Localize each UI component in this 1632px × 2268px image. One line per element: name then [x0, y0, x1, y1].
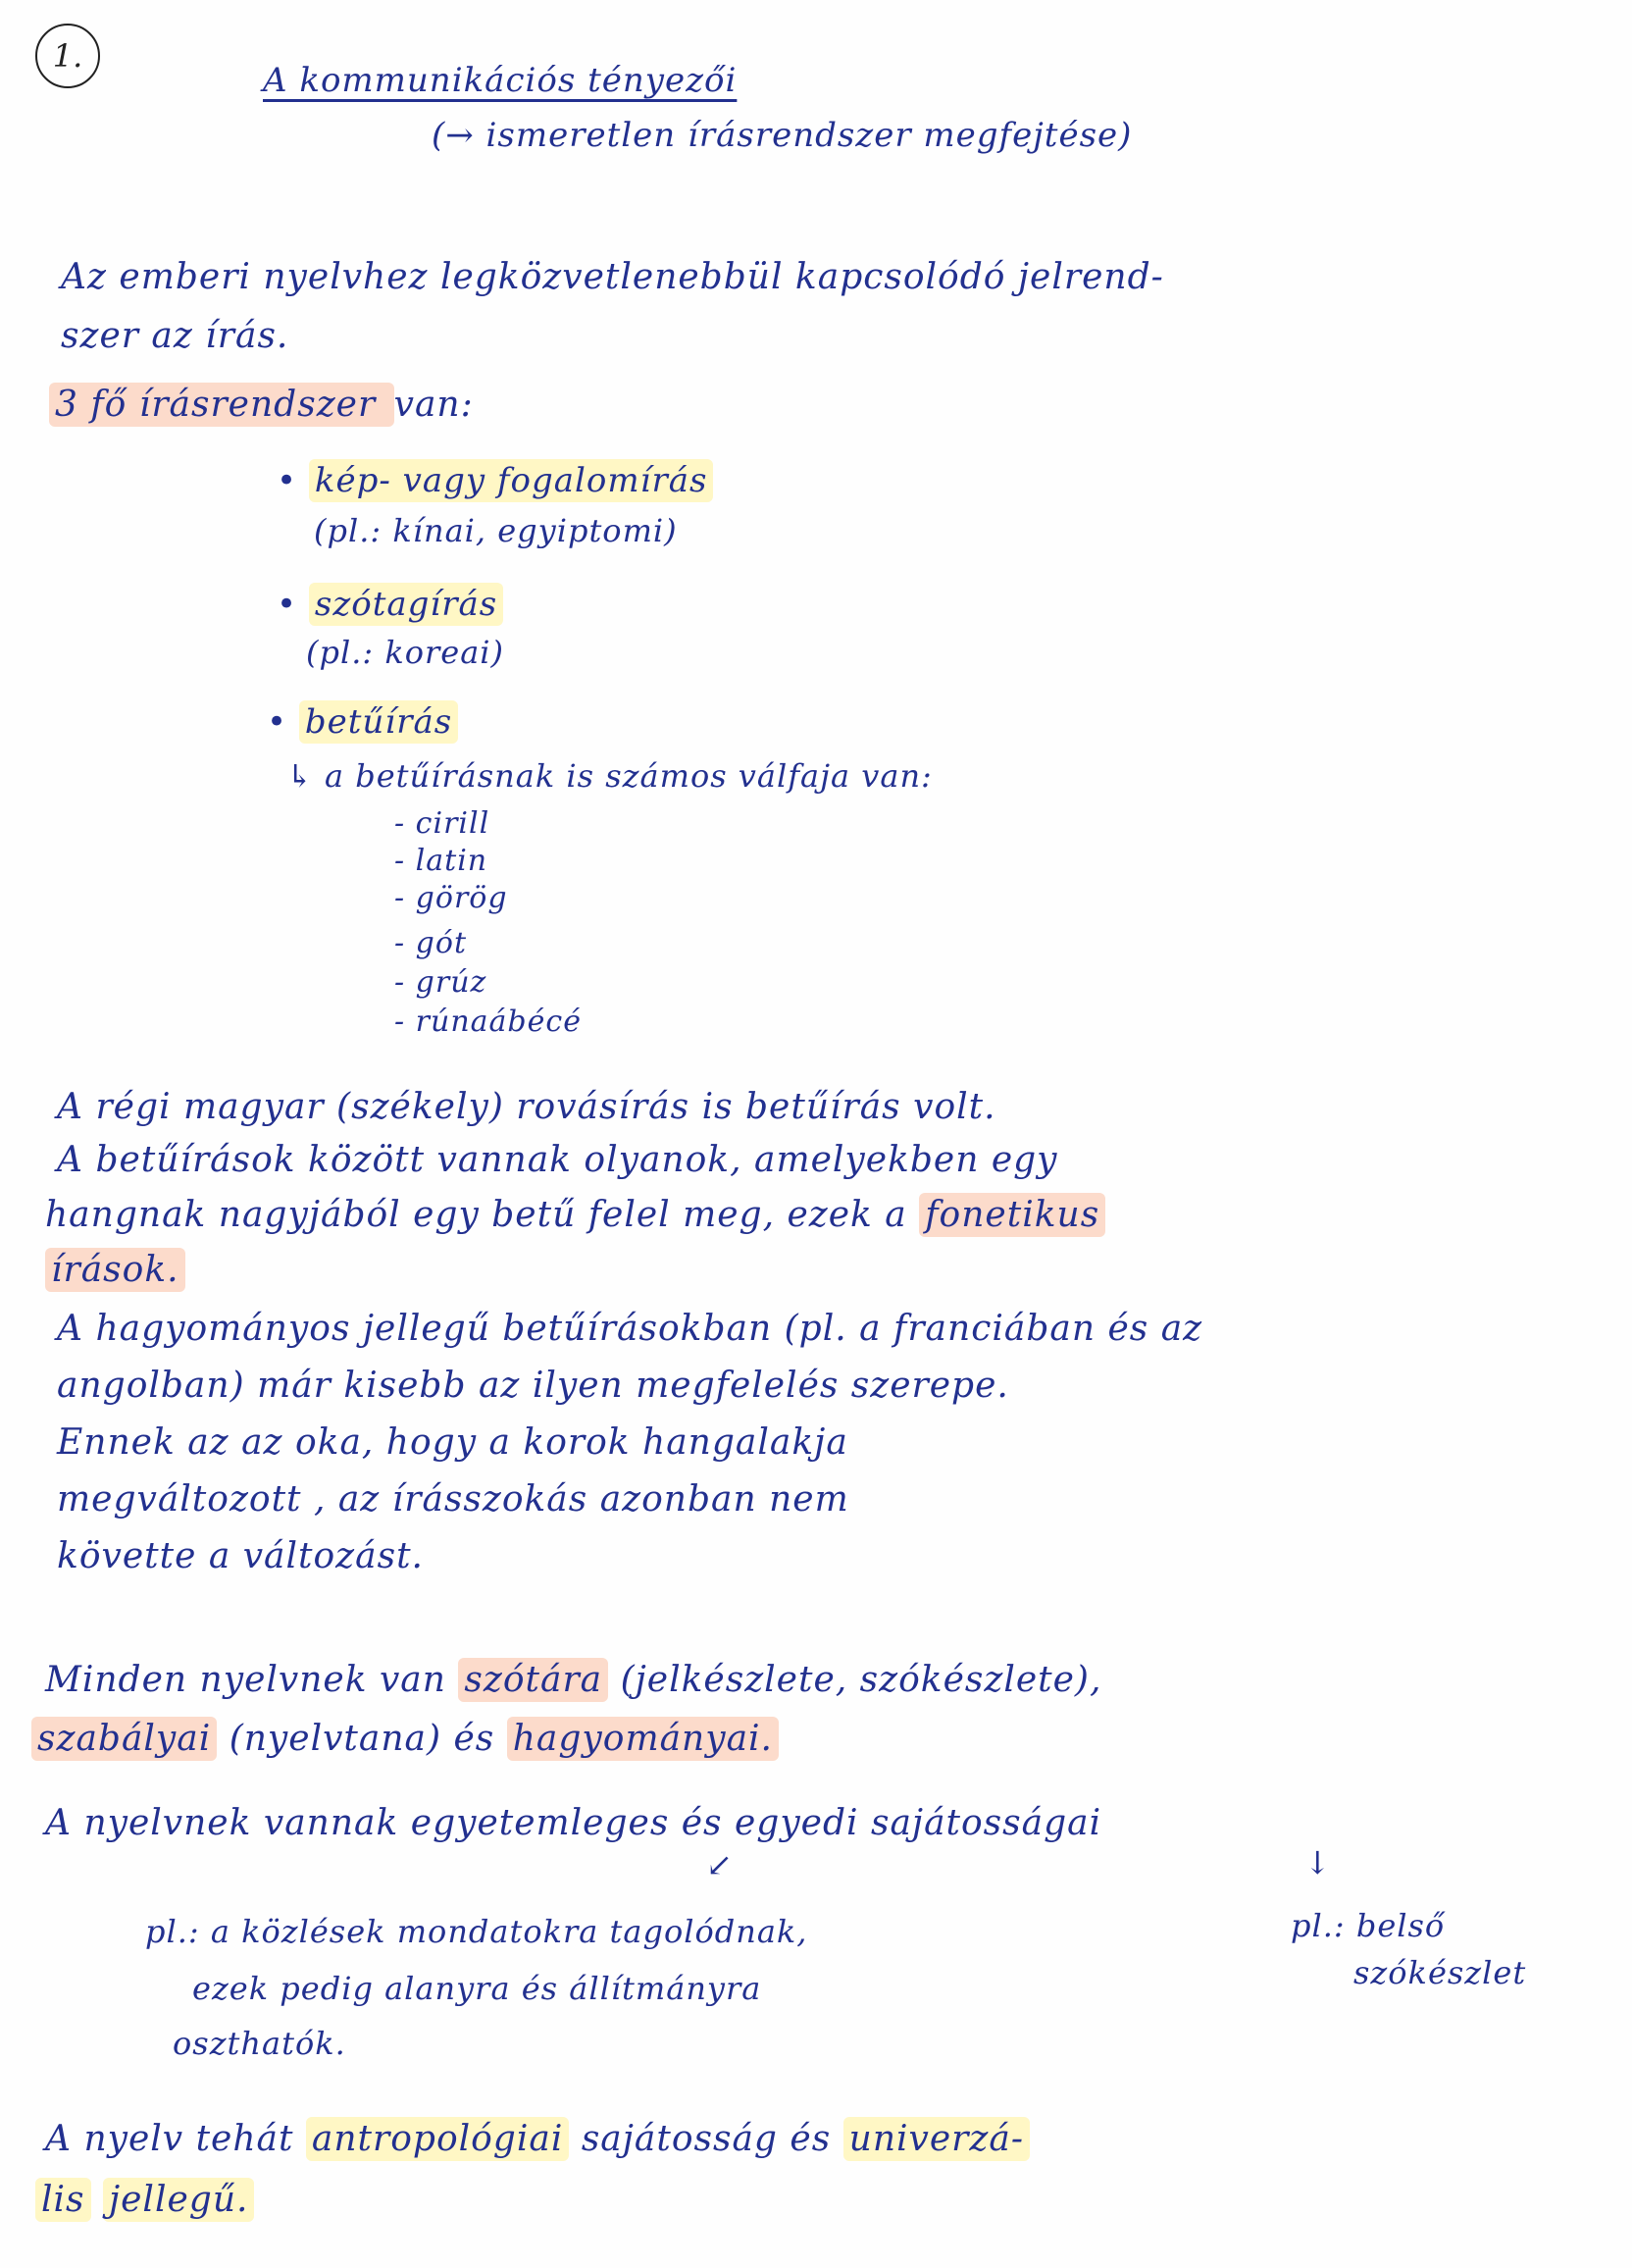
tradition-line-2: angolban) már kisebb az ilyen megfelelés szerepe. — [57, 1366, 1009, 1406]
languages-vocab-note: (jelkészlete, szókészlete), — [620, 1660, 1102, 1700]
tradition-line-5: követte a változást. — [57, 1536, 424, 1576]
page-subtitle: (→ ismeretlen írásrendszer megfejtése) — [432, 116, 1133, 155]
phonetic-keyword: fonetikus — [919, 1193, 1105, 1237]
languages-traditions: hagyományai. — [507, 1717, 779, 1761]
phonetic-line-4-text: írások. — [45, 1248, 185, 1292]
phonetic-line-3-text: hangnak nagyjából egy betű felel meg, ezek a — [45, 1195, 907, 1235]
systems-intro — [49, 385, 474, 425]
system-item-3: • betűírás — [267, 702, 458, 742]
phonetic-line-3 — [45, 1195, 1105, 1235]
features-arrow-left: ↙ — [706, 1846, 734, 1883]
intro-line-1: Az emberi nyelvhez legközvetlenebbül kapcsolódó jelrend- — [61, 257, 1164, 297]
system-item-1: • kép- vagy fogalomírás — [277, 461, 713, 500]
system-name-2: szótagírás — [309, 583, 503, 626]
features-line: A nyelvnek vannak egyetemleges és egyedi sajátosságai — [45, 1803, 1102, 1843]
features-example-left-2: ezek pedig alanyra és állítmányra — [192, 1970, 762, 2007]
conclusion-line-1 — [45, 2119, 1030, 2159]
conclusion-line2-prefix: lis — [35, 2178, 91, 2222]
alphabet-item-6: - rúnaábécé — [394, 1005, 582, 1039]
features-example-right-1: pl.: belső — [1291, 1907, 1446, 1944]
system-item-2: • szótagírás — [277, 585, 503, 624]
conclusion-anthro: antropológiai — [306, 2117, 569, 2161]
systems-count-highlight — [49, 383, 394, 427]
tradition-line-3: Ennek az az oka, hogy a korok hangalakja — [57, 1422, 848, 1463]
features-example-right-2: szókészlet — [1353, 1954, 1527, 1991]
languages-vocab: szótára — [458, 1658, 608, 1702]
features-example-left-1: pl.: a közlések mondatokra tagolódnak, — [145, 1913, 808, 1950]
intro-line-2: szer az írás. — [61, 316, 289, 356]
alphabet-item-3: - görög — [394, 881, 508, 915]
features-example-left-3: oszthatók. — [173, 2025, 346, 2062]
systems-count: 3 fő — [55, 385, 128, 425]
languages-rules: szabályai — [31, 1717, 217, 1761]
languages-lead: Minden nyelvnek van — [45, 1660, 446, 1700]
page-title: A kommunikációs tényezői — [263, 61, 738, 100]
alphabet-item-2: - latin — [394, 844, 488, 878]
conclusion-mid: sajátosság és — [581, 2119, 832, 2159]
languages-rules-note: (nyelvtana) és — [229, 1719, 495, 1759]
conclusion-lead: A nyelv tehát — [45, 2119, 294, 2159]
alphabet-item-5: - grúz — [394, 965, 487, 1000]
alphabet-note: ↳ a betűírásnak is számos válfaja van: — [286, 757, 933, 795]
systems-tail: van: — [393, 385, 474, 425]
system-example-2: (pl.: koreai) — [306, 634, 505, 671]
tradition-line-1: A hagyományos jellegű betűírásokban (pl. a franciában és az — [57, 1309, 1203, 1349]
features-arrow-right: ↓ — [1304, 1844, 1332, 1881]
languages-line-2 — [31, 1719, 779, 1759]
tradition-line-4: megváltozott , az írásszokás azonban nem — [57, 1479, 849, 1520]
alphabet-item-4: - gót — [394, 926, 467, 960]
phonetic-line-4 — [45, 1250, 185, 1290]
phonetic-line-1: A régi magyar (székely) rovásírás is betűírás volt. — [57, 1087, 996, 1127]
system-name-3: betűírás — [299, 700, 458, 744]
system-name-1: kép- vagy fogalomírás — [309, 459, 714, 502]
languages-line-1 — [45, 1660, 1101, 1700]
systems-word: írásrendszer — [138, 385, 377, 425]
alphabet-item-1: - cirill — [394, 806, 490, 841]
conclusion-univ: univerzá- — [843, 2117, 1030, 2161]
conclusion-line-2 — [35, 2180, 254, 2220]
system-example-1: (pl.: kínai, egyiptomi) — [314, 512, 678, 549]
conclusion-line2-word: jellegű. — [103, 2178, 254, 2222]
phonetic-line-2: A betűírások között vannak olyanok, amelyekben egy — [57, 1140, 1058, 1180]
page-number: 1. — [35, 24, 100, 88]
